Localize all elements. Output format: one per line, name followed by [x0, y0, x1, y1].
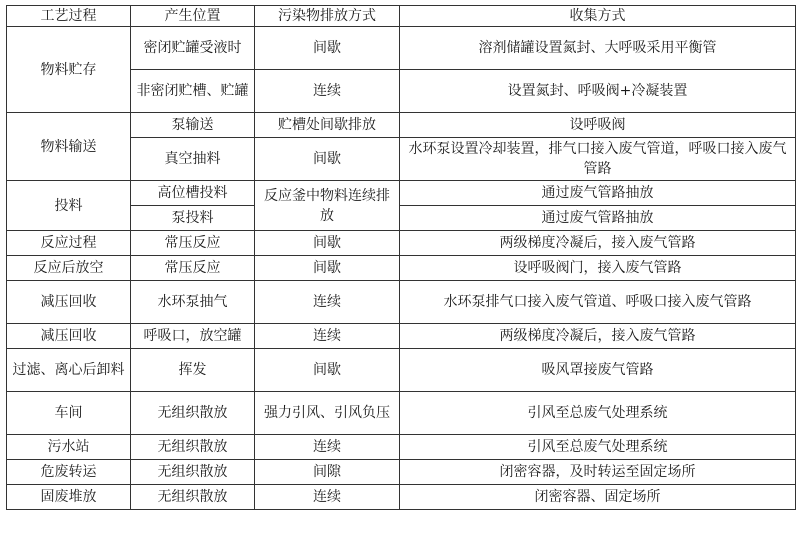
table-wrapper: [6, 5, 795, 510]
table-row: [7, 27, 796, 70]
table-row: [7, 256, 796, 281]
cell-mode: 连续: [255, 70, 400, 113]
cell-process: 物料输送: [7, 113, 131, 181]
cell-method: 吸风罩接废气管路: [400, 349, 796, 392]
cell-method: 两级梯度冷凝后，接入废气管路: [400, 324, 796, 349]
cell-mode: 间歇: [255, 256, 400, 281]
cell-method: 通过废气管路抽放: [400, 181, 796, 206]
cell-method: 溶剂储罐设置氮封、大呼吸采用平衡管: [400, 27, 796, 70]
cell-location: 无组织散放: [131, 460, 255, 485]
cell-mode: 连续: [255, 324, 400, 349]
header-process: 工艺过程: [7, 6, 131, 27]
cell-method: 引风至总废气处理系统: [400, 435, 796, 460]
cell-mode: 反应釜中物料连续排放: [255, 181, 400, 231]
cell-process: 反应后放空: [7, 256, 131, 281]
cell-process: 车间: [7, 392, 131, 435]
cell-mode: 连续: [255, 485, 400, 510]
cell-location: 水环泵抽气: [131, 281, 255, 324]
cell-method: 闭密容器，及时转运至固定场所: [400, 460, 796, 485]
cell-mode: 连续: [255, 281, 400, 324]
table-row: [7, 485, 796, 510]
cell-location: 泵投料: [131, 206, 255, 231]
cell-mode: 间歇: [255, 231, 400, 256]
cell-method: 引风至总废气处理系统: [400, 392, 796, 435]
cell-process: 投料: [7, 181, 131, 231]
cell-process: 减压回收: [7, 324, 131, 349]
table-row: [7, 324, 796, 349]
cell-location: 呼吸口，放空罐: [131, 324, 255, 349]
cell-location: 密闭贮罐受液时: [131, 27, 255, 70]
cell-process: 污水站: [7, 435, 131, 460]
cell-location: 无组织散放: [131, 392, 255, 435]
header-row: [7, 6, 796, 27]
cell-process: 减压回收: [7, 281, 131, 324]
cell-process: 过滤、离心后卸料: [7, 349, 131, 392]
emission-collection-table: [6, 5, 796, 510]
cell-mode: 强力引风、引风负压: [255, 392, 400, 435]
table-row: [7, 181, 796, 206]
cell-method: 水环泵设置冷却装置，排气口接入废气管道，呼吸口接入废气管路: [400, 138, 796, 181]
table-row: [7, 460, 796, 485]
cell-method: 设呼吸阀门，接入废气管路: [400, 256, 796, 281]
cell-mode: 间歇: [255, 138, 400, 181]
header-method: 收集方式: [400, 6, 796, 27]
cell-mode: 贮槽处间歇排放: [255, 113, 400, 138]
cell-location: 挥发: [131, 349, 255, 392]
table-row: [7, 113, 796, 138]
cell-method: 水环泵排气口接入废气管道、呼吸口接入废气管路: [400, 281, 796, 324]
cell-location: 常压反应: [131, 231, 255, 256]
cell-location: 非密闭贮槽、贮罐: [131, 70, 255, 113]
cell-location: 泵输送: [131, 113, 255, 138]
cell-method: 设呼吸阀: [400, 113, 796, 138]
cell-location: 真空抽料: [131, 138, 255, 181]
cell-process: 物料贮存: [7, 27, 131, 113]
cell-location: 常压反应: [131, 256, 255, 281]
table-row: [7, 349, 796, 392]
cell-mode: 间歇: [255, 349, 400, 392]
cell-location: 无组织散放: [131, 485, 255, 510]
cell-mode: 连续: [255, 435, 400, 460]
table-row: [7, 392, 796, 435]
header-location: 产生位置: [131, 6, 255, 27]
cell-method: 设置氮封、呼吸阀+冷凝装置: [400, 70, 796, 113]
cell-method: 通过废气管路抽放: [400, 206, 796, 231]
cell-mode: 间歇: [255, 27, 400, 70]
table-row: [7, 231, 796, 256]
cell-method: 两级梯度冷凝后，接入废气管路: [400, 231, 796, 256]
cell-process: 固废堆放: [7, 485, 131, 510]
cell-mode: 间隙: [255, 460, 400, 485]
cell-location: 无组织散放: [131, 435, 255, 460]
cell-process: 危废转运: [7, 460, 131, 485]
table-row: [7, 435, 796, 460]
header-mode: 污染物排放方式: [255, 6, 400, 27]
table-row: [7, 281, 796, 324]
cell-process: 反应过程: [7, 231, 131, 256]
cell-location: 高位槽投料: [131, 181, 255, 206]
cell-method: 闭密容器、固定场所: [400, 485, 796, 510]
